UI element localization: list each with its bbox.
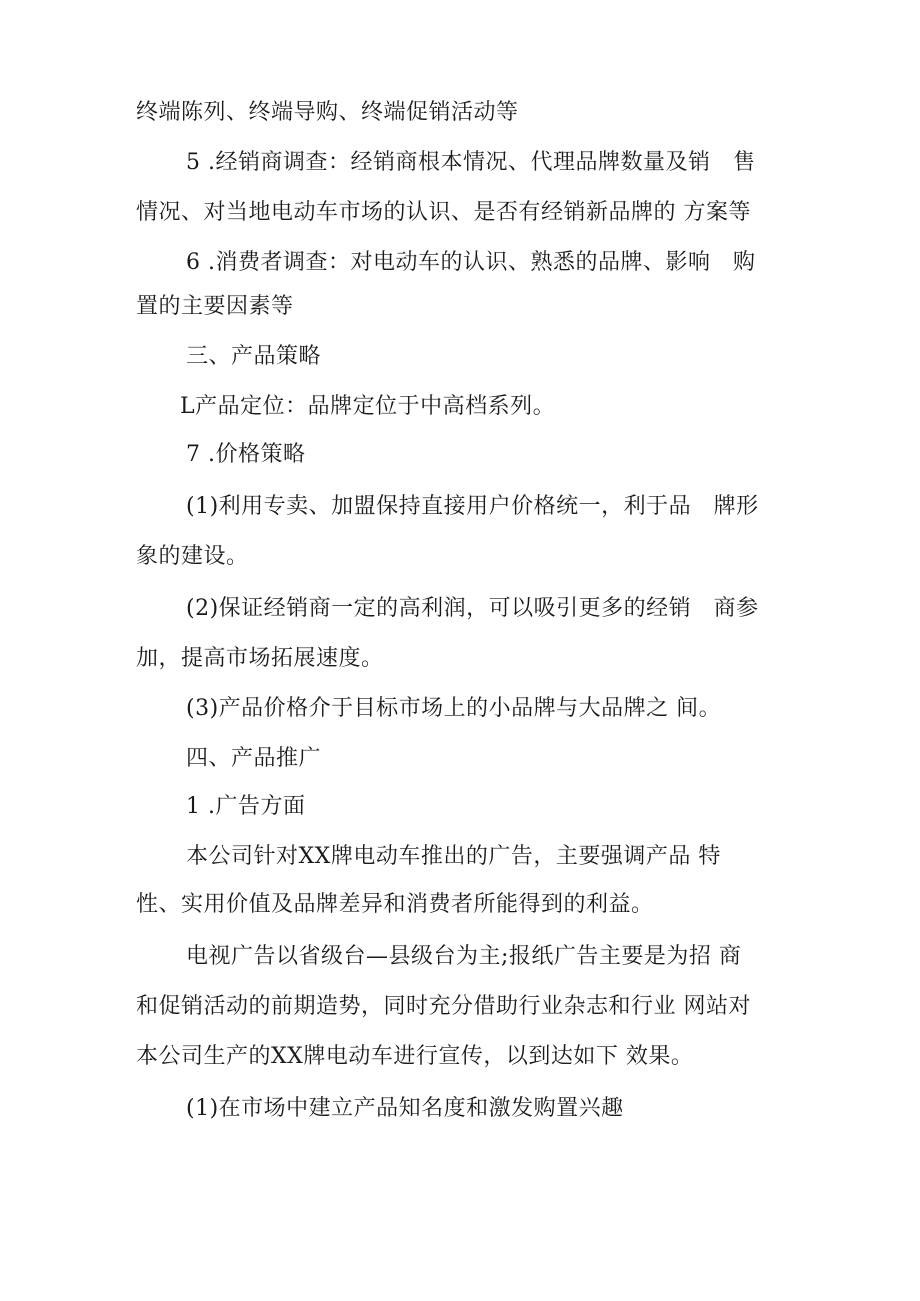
- text-line: 和促销活动的前期造势，同时充分借助行业杂志和行业 网站对: [136, 994, 751, 1019]
- section-heading: 三、产品策略: [186, 344, 322, 369]
- text-line: (1)在市场中建立产品知名度和激发购置兴趣: [186, 1096, 624, 1121]
- text-line: 5 .经销商调查：经销商根本情况、代理品牌数量及销 售: [186, 150, 756, 175]
- subsection-heading: 1 .广告方面: [186, 794, 306, 819]
- text-line: 本公司针对XX牌电动车推出的广告，主要强调产品 特: [186, 844, 721, 869]
- text-line: 终端陈列、终端导购、终端促销活动等: [136, 100, 519, 125]
- text-line: (1)利用专卖、加盟保持直接用户价格统一，利于品 牌形: [186, 494, 759, 519]
- section-heading: 四、产品推广: [186, 746, 322, 771]
- text-line: 6 .消费者调查：对电动车的认识、熟悉的品牌、影响 购: [186, 250, 756, 275]
- text-line: 电视广告以省级台—县级台为主;报纸广告主要是为招 商: [186, 944, 742, 969]
- text-line: (2)保证经销商一定的高利润，可以吸引更多的经销 商参: [186, 596, 759, 621]
- text-line: 情况、对当地电动车市场的认识、是否有经销新品牌的 方案等: [136, 200, 751, 225]
- subsection-heading: 7 .价格策略: [186, 442, 306, 467]
- text-line: 加，提高市场拓展速度。: [136, 646, 384, 671]
- text-line: L产品定位：品牌定位于中高档系列。: [180, 394, 556, 419]
- text-line: 性、实用价值及品牌差异和消费者所能得到的利益。: [136, 892, 654, 917]
- text-line: 本公司生产的XX牌电动车进行宣传，以到达如下 效果。: [136, 1044, 694, 1069]
- text-line: (3)产品价格介于目标市场上的小品牌与大品牌之 间。: [186, 696, 722, 721]
- text-line: 置的主要因素等: [136, 294, 294, 319]
- text-line: 象的建设。: [136, 544, 249, 569]
